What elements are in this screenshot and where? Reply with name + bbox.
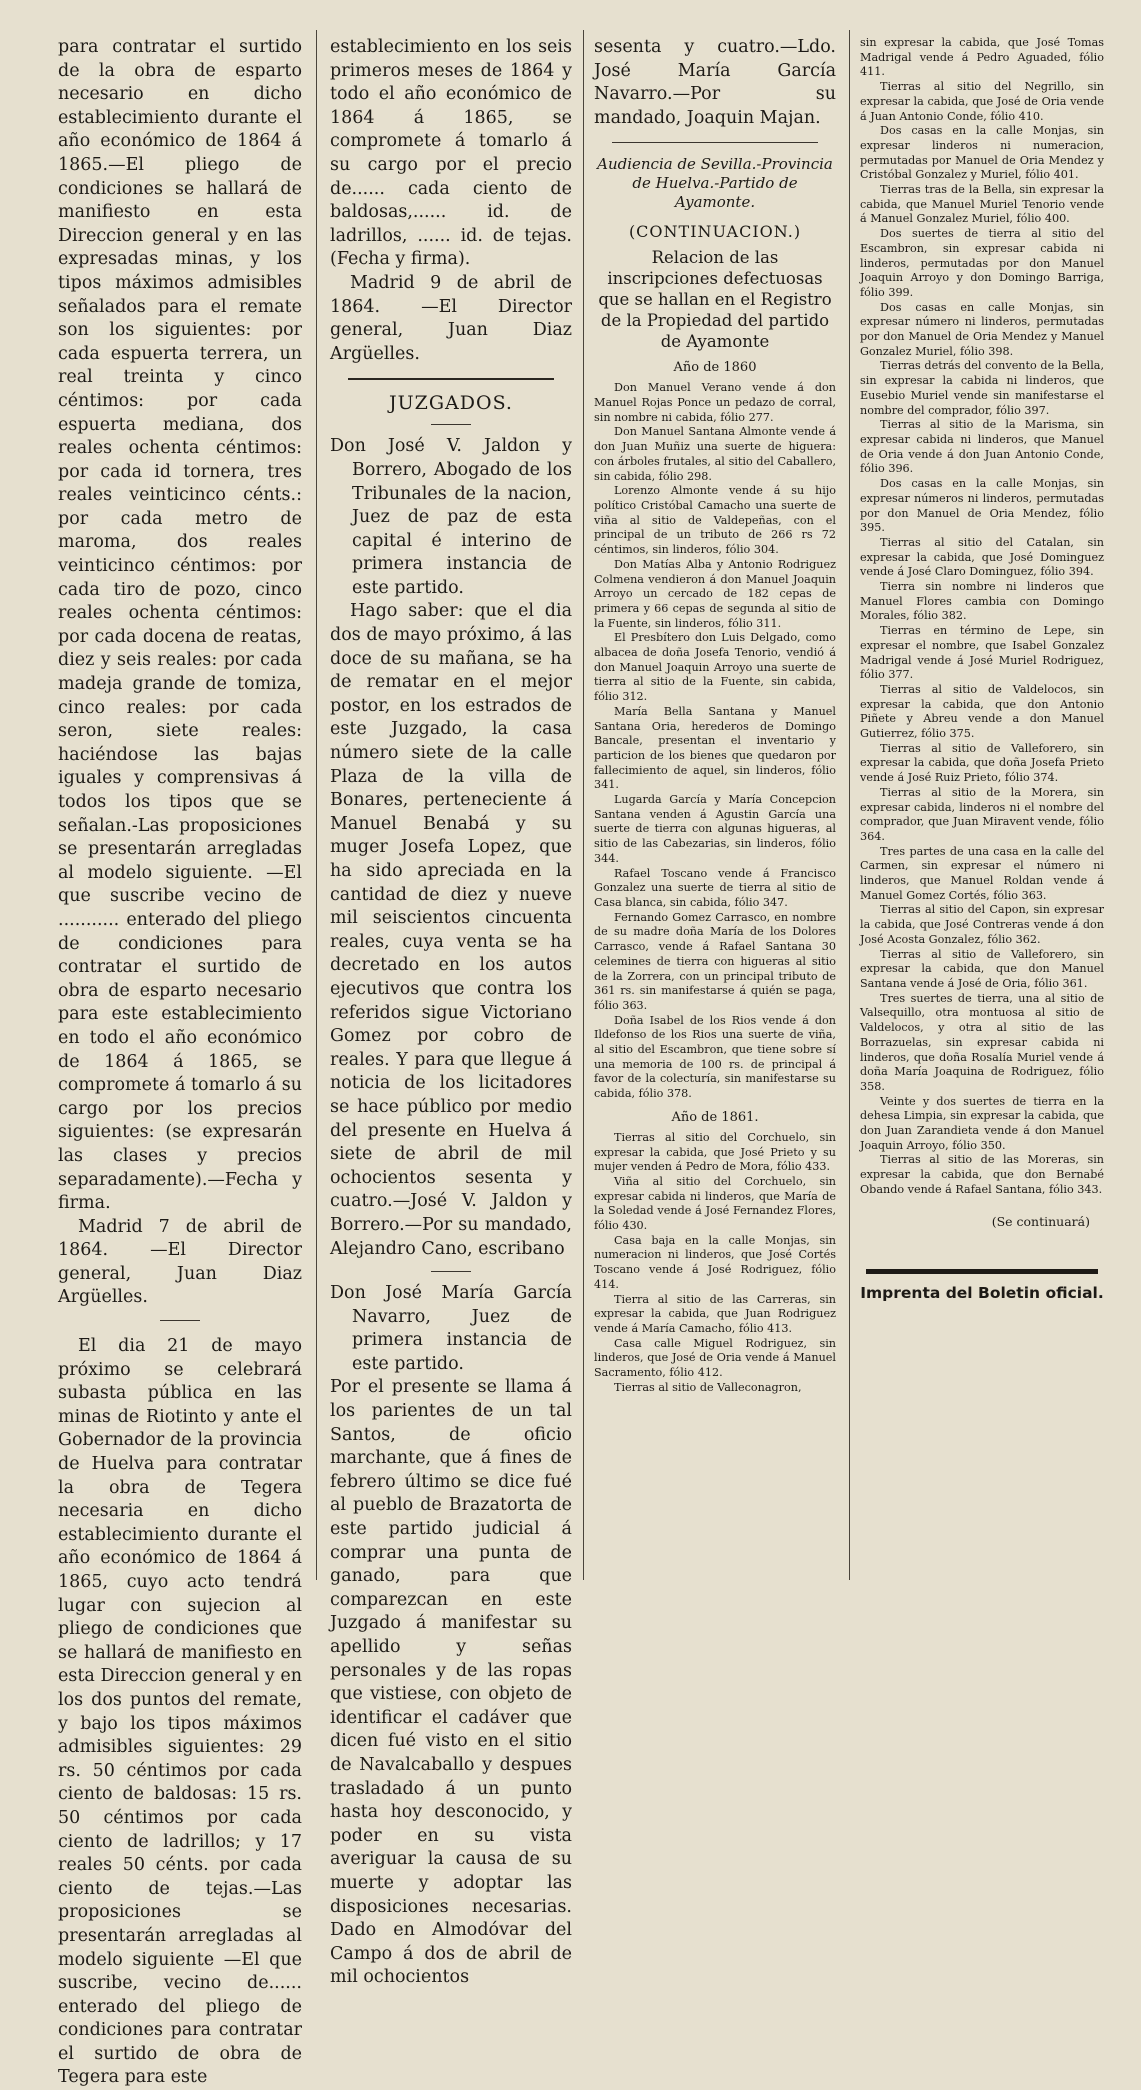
column-rule: [316, 30, 317, 1580]
tegera-notice-text: El dia 21 de mayo próximo se celebrará subasta pública en las minas de Riotinto y ante el Gobernador de la provincia de Huelva para contratar la obra de Tegera necesaria en dicho establecimiento durante el año económico de 1864 á 1865, cuyo acto tendrá lugar con sujecion al pliego de condiciones que se hallará de manifiesto en esta Direccion general y en los dos puntos del remate, y bajo los tipos máximos admisibles siguientes: 29 rs. 50 céntimos por cada ciento de baldosas: 15 rs. 50 céntimos por cada ciento de ladrillos; y 17 reales 50 cénts. por cada ciento de tejas.—Las proposiciones se presentarán arregladas al modelo siguiente —El que suscribe, vecino de...... enterado del pliego de condiciones para contratar el surtido de obra de Tegera para este: [58, 1336, 302, 2088]
registry-entry: sin expresar la cabida, que José Tomas Madrigal vende á Pedro Aguaded, fólio 411.: [860, 36, 1104, 79]
registry-entry: Tierras en término de Lepe, sin expresar el nombre, que Isabel Gonzalez Madrigal vende á José Muriel Rodriguez, fólio 377.: [860, 624, 1104, 682]
registry-entry: Tierras tras de la Bella, sin expresar la cabida, que Manuel Muriel Tenorio vende á Manuel Gonzalez Muriel, fólio 400.: [860, 183, 1104, 226]
year-heading: Año de 1860: [673, 360, 757, 376]
registry-entry: Tierras detrás del convento de la Bella, sin expresar la cabida ni linderos, que Eusebio Muriel vende sin manifestarse el nombre del comprador, fólio 397.: [860, 359, 1104, 417]
registry-entry: Tierra sin nombre ni linderos que Manuel Flores cambia con Domingo Morales, fólio 382.: [860, 580, 1104, 623]
registry-entry: Lorenzo Almonte vende á su hijo político Cristóbal Camacho una suerte de viña al sitio de Valdepeñas, con el principal de un tributo de 266 rs 72 céntimos, sin linderos, fólio 304.: [594, 484, 836, 557]
separator: [160, 1320, 200, 1321]
registry-entry: Tierras al sitio del Catalan, sin expresar la cabida, que José Dominguez vende á José Claro Dominguez, fólio 394.: [860, 535, 1104, 579]
registry-entries-continued: [860, 36, 1104, 1198]
registry-entry: Dos casas en la calle Monjas, sin expresar linderos ni numeracion, permutadas por Manuel de Oria Mendez y Cristóbal Gonzalez y Muriel, fólio 401.: [860, 124, 1104, 182]
registry-entry: Don Manuel Santana Almonte vende á don Juan Muñiz una suerte de higuera: con árboles frutales, al sitio del Caballero, sin cabida, fólio 298.: [594, 425, 836, 483]
registry-entry: Tierras al sitio de la Marisma, sin expresar cabida ni linderos, que Manuel de Oria vende á don Juan Antonio Conde, fólio 396.: [860, 418, 1104, 476]
registry-entry: Doña Isabel de los Rios vende á don Ildefonso de los Rios una suerte de viña, al sitio del Escambron, que tiene sobre sí una memoria de 100 rs. de principal á favor de la colecturía, sin manifestarse su cabida, fólio 378.: [594, 1013, 836, 1101]
registry-entry: Fernando Gomez Carrasco, en nombre de su madre doña María de los Dolores Carrasco, vende á Rafael Santana 30 celemines de tierra con higueras al sitio de la Zorrera, con un principal tributo de 361 rs. sin manifestarse á quién se paga, fólio 363.: [594, 910, 836, 1012]
relacion-title: Relacion de las inscripciones defectuosas que se hallan en el Registro de la Propiedad del partido de Ayamonte: [598, 248, 832, 352]
registry-entry: Tres suertes de tierra, una al sitio de Valsequillo, otra montuosa al sitio de Valdelocos, y otra al sitio de las Borrazuelas, sin expresar cabida ni linderos, que doña Rosalía Muriel vende á doña María Joaquina de Rodriguez, fólio 358.: [860, 991, 1104, 1093]
section-divider: [348, 378, 554, 380]
registry-entry: Veinte y dos suertes de tierra en la dehesa Limpia, sin expresar la cabida, que don Juan Zarandieta vende á don Manuel Joaquin Arroyo, fólio 350.: [860, 1094, 1104, 1152]
registry-entry: Rafael Toscano vende á Francisco Gonzalez una suerte de tierra al sitio de Casa blanca, sin cabida, fólio 347.: [594, 866, 836, 909]
registry-entry: Casa calle Miguel Rodriguez, sin linderos, que José de Oria vende á Manuel Sacramento, fólio 412.: [594, 1336, 836, 1380]
registry-entry: Tierra al sitio de las Carreras, sin expresar la cabida, que Juan Rodriguez vende á María Camacho, fólio 413.: [594, 1292, 836, 1335]
registry-entry: Tierras al sitio de las Moreras, sin expresar la cabida, que don Bernabé Obando vende á Rafael Santana, fólio 343.: [860, 1153, 1104, 1196]
registry-entry: Tierras al sitio de Valleforero, sin expresar la cabida, que don Manuel Santana vende á José de Oria, fólio 361.: [860, 947, 1104, 990]
registry-entry: Tierras al sitio del Corchuelo, sin expresar la cabida, que José Prieto y su mujer venden á Pedro de Mora, fólio 433.: [594, 1130, 836, 1174]
registry-entries-1861: [594, 1131, 836, 1396]
tegera-notice-signature: Madrid 9 de abril de 1864. —El Director general, Juan Diaz Argüelles.: [330, 272, 572, 364]
registry-entry: Tierras al sitio de la Morera, sin expresar cabida, linderos ni el nombre del comprador, que Juan Miravent vende, fólio 364.: [860, 785, 1104, 843]
column-1: [58, 36, 302, 2088]
audiencia-subhead: Audiencia de Sevilla.-Provincia de Huelva.-Partido de Ayamonte.: [597, 155, 833, 212]
column-rule: [583, 30, 584, 1580]
section-heading: JUZGADOS.: [389, 392, 513, 415]
registry-entry: Tierras al sitio de Valleconagron,: [614, 1380, 802, 1394]
registry-entry: Tierras al sitio del Capon, sin expresar la cabida, que José Contreras vende á don José Acosta Gonzalez, fólio 362.: [860, 903, 1104, 946]
column-3: [594, 36, 836, 1592]
registry-entry: Tierras al sitio del Negrillo, sin expresar la cabida, que José de Oria vende á Juan Antonio Conde, fólio 410.: [860, 80, 1104, 123]
tegera-notice-continuation: establecimiento en los seis primeros meses de 1864 y todo el año económico de 1864 á 1865, se compromete á tomarlo á su cargo por el precio de...... cada ciento de baldosas,...... id. de ladrillos, ...... id. de tejas. (Fecha y firma).: [330, 37, 572, 270]
to-be-continued: (Se continuará): [991, 1213, 1090, 1229]
esparto-notice-text: para contratar el surtido de la obra de esparto necesario en dicho establecimiento durante el año económico de 1864 á 1865.—El pliego de condiciones se hallará de manifiesto en esta Direccion general y en las expresadas minas, y los tipos máximos admisibles señalados para el remate son los siguientes: por cada espuerta terrera, un real treinta y cinco céntimos: por cada espuerta mediana, dos reales ochenta céntimos: por cada id tornera, tres reales veinticinco cénts.: por cada metro de maroma, dos reales veinticinco céntimos: por cada tiro de pozo, cinco reales ochenta céntimos: por cada docena de reatas, diez y seis reales: por cada madeja grande de tomiza, cinco reales: por cada seron, siete reales: haciéndose las bajas iguales y comprensivas á todos los tipos que se señalan.-Las proposiciones se presentarán arregladas al modelo siguiente. —El que suscribe vecino de ........... enterado del pliego de condiciones para contratar el surtido de obra de esparto necesario para este establecimiento en todo el año económico de 1864 á 1865, se compromete á tomarlo á su cargo por los precios siguientes: (se expresarán las clases y precios separadamente).—Fecha y firma.: [58, 37, 302, 1214]
separator: [431, 1271, 471, 1272]
registry-entry: Casa baja en la calle Monjas, sin numeracion ni linderos, que José Cortés Toscano vende á José Rodriguez, fólio 414.: [594, 1233, 836, 1291]
registry-entry: Tierras al sitio de Valdelocos, sin expresar la cabida, que don Antonio Piñete y Abreu vende a don Manuel Gutierrez, fólio 375.: [860, 682, 1104, 741]
column-rule: [849, 30, 850, 1580]
judge-intro: Don José V. Jaldon y Borrero, Abogado de los Tribunales de la nacion, Juez de paz de esta capital é interino de primera instancia de este partido.: [330, 436, 572, 598]
year-heading: Año de 1861.: [671, 1109, 759, 1125]
registry-entries-1860: [594, 381, 836, 1101]
registry-entry: Viña al sitio del Corchuelo, sin expresar cabida ni linderos, que María de la Soledad vende á José Fernandez Flores, fólio 430.: [594, 1174, 836, 1233]
registry-entry: Dos casas en calle Monjas, sin expresar número ni linderos, permutadas por don Manuel de Oria Mendez y Manuel Gonzalez Muriel, fólio 398.: [860, 300, 1104, 358]
registry-entry: Tres partes de una casa en la calle del Carmen, sin expresar el número ni linderos, que Manuel Roldan vende á Manuel Gomez Cortés, fólio 363.: [860, 844, 1104, 902]
registry-entry: Dos casas en la calle Monjas, sin expresar números ni linderos, permutadas por don Manuel de Oria Mendez, fólio 395.: [860, 477, 1104, 535]
separator: [431, 424, 471, 425]
column-4: [860, 36, 1104, 1592]
section-divider: [612, 142, 818, 143]
summons-signature: sesenta y cuatro.—Ldo. José María García Navarro.—Por su mandado, Joaquin Majan.: [594, 37, 836, 128]
judge-intro-2: Don José María García Navarro, Juez de primera instancia de este partido.: [330, 1283, 572, 1374]
registry-entry: Lugarda García y María Concepcion Santana venden á Agustin García una suerte de tierra con algunas higueras, al sitio de las Cabezarias, sin linderos, fólio 344.: [594, 793, 836, 865]
footer-rule: [866, 1269, 1098, 1274]
summons-edict: Por el presente se llama á los parientes de un tal Santos, de oficio marchante, que á fines de febrero último se dice fué al pueblo de Brazatorta de este partido judicial á comprar una punta de ganado, para que comparezcan en este Juzgado á manifestar su apellido y señas personales y de las ropas que vistiese, con objeto de identificar el cadáver que dicen fué visto en el sitio de Navalcaballo y despues trasladado á un punto hasta hoy desconocido, y poder en su vista averiguar la causa de su muerte y adoptar las disposiciones necesarias. Dado en Almodóvar del Campo á dos de abril de mil ochocientos: [330, 1377, 572, 1988]
registry-entry: Dos suertes de tierra al sitio del Escambron, sin expresar cabida ni linderos, permutadas por don Manuel Joaquin Arroyo y don Domingo Barriga, fólio 399.: [860, 227, 1104, 299]
registry-entry: María Bella Santana y Manuel Santana Oria, herederos de Domingo Bancale, presentan el inventario y particion de los bienes que quedaron por fallecimiento de aquel, sin linderos, fólio 341.: [594, 704, 836, 792]
continuation-label: (CONTINUACION.): [628, 222, 802, 242]
printer-imprint: Imprenta del Boletin oficial.: [860, 1283, 1104, 1302]
registry-entry: Don Manuel Verano vende á don Manuel Rojas Ponce un pedazo de corral, sin nombre ni cabida, fólio 277.: [594, 381, 836, 424]
registry-entry: Tierras al sitio de Valleforero, sin expresar la cabida, que doña Josefa Prieto vende á José Ruiz Prieto, fólio 374.: [860, 741, 1104, 785]
auction-edict: Hago saber: que el dia dos de mayo próximo, á las doce de su mañana, se ha de rematar en el mejor postor, en los estrados de este Juzgado, la casa número siete de la calle Plaza de la villa de Bonares, perteneciente á Manuel Benabá y su muger Josefa Lopez, que ha sido apreciada en la cantidad de diez y nueve mil seiscientos cincuenta reales, cuya venta se ha decretado en los autos ejecutivos que contra los referidos sigue Victoriano Gomez por cobro de reales. Y para que llegue á noticia de los licitadores se hace público por medio del presente en Huelva á siete de abril de mil ochocientos sesenta y cuatro.—José V. Jaldon y Borrero.—Por su mandado, Alejandro Cano, escribano: [330, 601, 572, 1259]
registry-entry: El Presbítero don Luis Delgado, como albacea de doña Josefa Tenorio, vendió á don Manuel Joaquin Arroyo una suerte de tierra al sitio de la Fuente, sin cabida, fólio 312.: [594, 631, 836, 704]
column-2: [330, 36, 572, 1988]
esparto-notice-signature: Madrid 7 de abril de 1864. —El Director general, Juan Diaz Argüelles.: [58, 1216, 302, 1308]
registry-entry: Don Matías Alba y Antonio Rodriguez Colmena vendieron á don Manuel Joaquin Arroyo un cercado de 182 cepas de primera y 66 cepas de segunda al sitio de la Fuente, sin linderos, fólio 311.: [594, 557, 836, 630]
